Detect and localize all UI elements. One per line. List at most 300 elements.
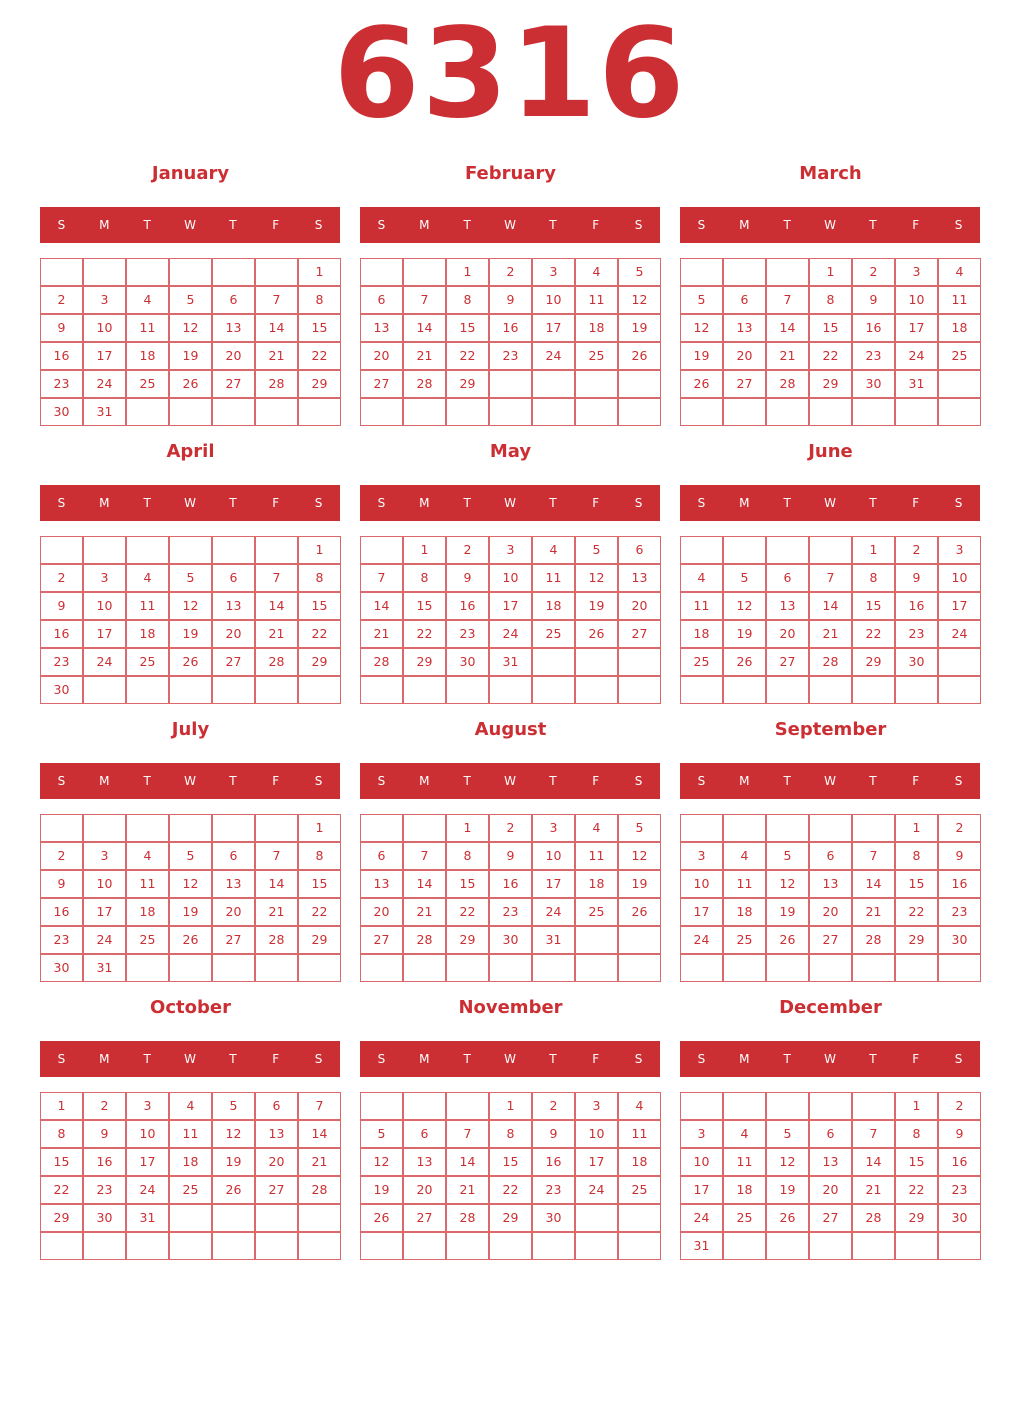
day-cell[interactable]: 11: [618, 1120, 661, 1148]
day-cell[interactable]: 15: [446, 314, 489, 342]
day-cell[interactable]: 8: [489, 1120, 532, 1148]
day-cell[interactable]: 31: [532, 926, 575, 954]
day-cell[interactable]: 13: [360, 314, 403, 342]
day-cell[interactable]: 28: [403, 926, 446, 954]
day-cell[interactable]: 6: [255, 1092, 298, 1120]
day-cell[interactable]: 27: [212, 370, 255, 398]
day-cell[interactable]: 26: [680, 370, 723, 398]
day-cell[interactable]: 16: [489, 870, 532, 898]
day-cell[interactable]: 9: [83, 1120, 126, 1148]
day-cell[interactable]: 5: [618, 814, 661, 842]
day-cell[interactable]: 13: [723, 314, 766, 342]
day-cell[interactable]: 23: [852, 342, 895, 370]
day-cell[interactable]: 29: [298, 648, 341, 676]
day-cell[interactable]: 3: [532, 814, 575, 842]
day-cell[interactable]: 5: [575, 536, 618, 564]
day-cell[interactable]: 2: [938, 1092, 981, 1120]
day-cell[interactable]: 12: [618, 842, 661, 870]
day-cell[interactable]: 21: [255, 620, 298, 648]
day-cell[interactable]: 6: [809, 842, 852, 870]
day-cell[interactable]: 19: [766, 898, 809, 926]
day-cell[interactable]: 29: [446, 370, 489, 398]
day-cell[interactable]: 13: [255, 1120, 298, 1148]
day-cell[interactable]: 2: [489, 258, 532, 286]
day-cell[interactable]: 9: [40, 314, 83, 342]
day-cell[interactable]: 12: [212, 1120, 255, 1148]
day-cell[interactable]: 29: [895, 1204, 938, 1232]
day-cell[interactable]: 10: [938, 564, 981, 592]
day-cell[interactable]: 30: [40, 398, 83, 426]
day-cell[interactable]: 14: [360, 592, 403, 620]
day-cell[interactable]: 9: [489, 286, 532, 314]
day-cell[interactable]: 22: [298, 898, 341, 926]
day-cell[interactable]: 25: [680, 648, 723, 676]
day-cell[interactable]: 31: [489, 648, 532, 676]
day-cell[interactable]: 12: [169, 314, 212, 342]
day-cell[interactable]: 9: [852, 286, 895, 314]
day-cell[interactable]: 10: [83, 592, 126, 620]
day-cell[interactable]: 25: [532, 620, 575, 648]
day-cell[interactable]: 31: [680, 1232, 723, 1260]
day-cell[interactable]: 27: [255, 1176, 298, 1204]
day-cell[interactable]: 16: [40, 620, 83, 648]
day-cell[interactable]: 29: [298, 370, 341, 398]
day-cell[interactable]: 16: [852, 314, 895, 342]
day-cell[interactable]: 24: [575, 1176, 618, 1204]
day-cell[interactable]: 25: [575, 342, 618, 370]
day-cell[interactable]: 26: [169, 648, 212, 676]
day-cell[interactable]: 16: [489, 314, 532, 342]
day-cell[interactable]: 14: [255, 592, 298, 620]
day-cell[interactable]: 2: [895, 536, 938, 564]
day-cell[interactable]: 17: [575, 1148, 618, 1176]
day-cell[interactable]: 7: [298, 1092, 341, 1120]
day-cell[interactable]: 3: [489, 536, 532, 564]
day-cell[interactable]: 17: [532, 314, 575, 342]
day-cell[interactable]: 28: [852, 1204, 895, 1232]
day-cell[interactable]: 17: [532, 870, 575, 898]
day-cell[interactable]: 15: [446, 870, 489, 898]
day-cell[interactable]: 4: [126, 286, 169, 314]
day-cell[interactable]: 23: [489, 342, 532, 370]
day-cell[interactable]: 10: [532, 842, 575, 870]
day-cell[interactable]: 20: [723, 342, 766, 370]
day-cell[interactable]: 25: [938, 342, 981, 370]
day-cell[interactable]: 7: [852, 1120, 895, 1148]
day-cell[interactable]: 18: [169, 1148, 212, 1176]
day-cell[interactable]: 29: [852, 648, 895, 676]
day-cell[interactable]: 13: [212, 592, 255, 620]
day-cell[interactable]: 12: [618, 286, 661, 314]
day-cell[interactable]: 21: [360, 620, 403, 648]
day-cell[interactable]: 13: [212, 870, 255, 898]
day-cell[interactable]: 8: [895, 1120, 938, 1148]
day-cell[interactable]: 15: [298, 314, 341, 342]
day-cell[interactable]: 10: [126, 1120, 169, 1148]
day-cell[interactable]: 22: [895, 898, 938, 926]
day-cell[interactable]: 22: [489, 1176, 532, 1204]
day-cell[interactable]: 9: [40, 870, 83, 898]
day-cell[interactable]: 16: [532, 1148, 575, 1176]
day-cell[interactable]: 28: [852, 926, 895, 954]
day-cell[interactable]: 1: [298, 258, 341, 286]
day-cell[interactable]: 3: [575, 1092, 618, 1120]
day-cell[interactable]: 28: [403, 370, 446, 398]
day-cell[interactable]: 2: [83, 1092, 126, 1120]
day-cell[interactable]: 12: [575, 564, 618, 592]
day-cell[interactable]: 11: [723, 1148, 766, 1176]
day-cell[interactable]: 4: [680, 564, 723, 592]
day-cell[interactable]: 15: [852, 592, 895, 620]
day-cell[interactable]: 9: [938, 842, 981, 870]
day-cell[interactable]: 11: [126, 592, 169, 620]
day-cell[interactable]: 20: [766, 620, 809, 648]
day-cell[interactable]: 17: [938, 592, 981, 620]
day-cell[interactable]: 30: [446, 648, 489, 676]
day-cell[interactable]: 15: [489, 1148, 532, 1176]
day-cell[interactable]: 12: [169, 592, 212, 620]
day-cell[interactable]: 18: [618, 1148, 661, 1176]
day-cell[interactable]: 24: [680, 1204, 723, 1232]
day-cell[interactable]: 30: [532, 1204, 575, 1232]
day-cell[interactable]: 5: [360, 1120, 403, 1148]
day-cell[interactable]: 12: [169, 870, 212, 898]
day-cell[interactable]: 9: [895, 564, 938, 592]
day-cell[interactable]: 31: [126, 1204, 169, 1232]
day-cell[interactable]: 3: [532, 258, 575, 286]
day-cell[interactable]: 11: [126, 870, 169, 898]
day-cell[interactable]: 2: [852, 258, 895, 286]
day-cell[interactable]: 23: [938, 898, 981, 926]
day-cell[interactable]: 14: [403, 314, 446, 342]
day-cell[interactable]: 30: [489, 926, 532, 954]
day-cell[interactable]: 26: [212, 1176, 255, 1204]
day-cell[interactable]: 6: [212, 564, 255, 592]
day-cell[interactable]: 6: [212, 286, 255, 314]
day-cell[interactable]: 24: [83, 926, 126, 954]
day-cell[interactable]: 24: [895, 342, 938, 370]
day-cell[interactable]: 7: [403, 842, 446, 870]
day-cell[interactable]: 28: [255, 370, 298, 398]
day-cell[interactable]: 16: [40, 342, 83, 370]
day-cell[interactable]: 8: [298, 842, 341, 870]
day-cell[interactable]: 9: [489, 842, 532, 870]
day-cell[interactable]: 15: [403, 592, 446, 620]
day-cell[interactable]: 26: [766, 1204, 809, 1232]
day-cell[interactable]: 1: [40, 1092, 83, 1120]
day-cell[interactable]: 19: [360, 1176, 403, 1204]
day-cell[interactable]: 10: [895, 286, 938, 314]
day-cell[interactable]: 19: [575, 592, 618, 620]
day-cell[interactable]: 24: [126, 1176, 169, 1204]
day-cell[interactable]: 6: [403, 1120, 446, 1148]
day-cell[interactable]: 19: [723, 620, 766, 648]
day-cell[interactable]: 10: [83, 314, 126, 342]
day-cell[interactable]: 17: [895, 314, 938, 342]
day-cell[interactable]: 20: [403, 1176, 446, 1204]
day-cell[interactable]: 29: [298, 926, 341, 954]
day-cell[interactable]: 4: [618, 1092, 661, 1120]
day-cell[interactable]: 19: [618, 314, 661, 342]
day-cell[interactable]: 13: [766, 592, 809, 620]
day-cell[interactable]: 10: [532, 286, 575, 314]
day-cell[interactable]: 23: [40, 648, 83, 676]
day-cell[interactable]: 22: [446, 898, 489, 926]
day-cell[interactable]: 9: [446, 564, 489, 592]
day-cell[interactable]: 24: [938, 620, 981, 648]
day-cell[interactable]: 21: [852, 898, 895, 926]
day-cell[interactable]: 1: [298, 814, 341, 842]
day-cell[interactable]: 6: [809, 1120, 852, 1148]
day-cell[interactable]: 6: [766, 564, 809, 592]
day-cell[interactable]: 1: [446, 814, 489, 842]
day-cell[interactable]: 2: [40, 564, 83, 592]
day-cell[interactable]: 23: [938, 1176, 981, 1204]
day-cell[interactable]: 13: [360, 870, 403, 898]
day-cell[interactable]: 25: [126, 648, 169, 676]
day-cell[interactable]: 30: [938, 1204, 981, 1232]
day-cell[interactable]: 16: [446, 592, 489, 620]
day-cell[interactable]: 19: [169, 898, 212, 926]
day-cell[interactable]: 10: [489, 564, 532, 592]
day-cell[interactable]: 3: [126, 1092, 169, 1120]
day-cell[interactable]: 11: [169, 1120, 212, 1148]
day-cell[interactable]: 22: [403, 620, 446, 648]
day-cell[interactable]: 14: [852, 1148, 895, 1176]
day-cell[interactable]: 7: [446, 1120, 489, 1148]
day-cell[interactable]: 11: [575, 842, 618, 870]
day-cell[interactable]: 27: [212, 926, 255, 954]
day-cell[interactable]: 20: [360, 898, 403, 926]
day-cell[interactable]: 25: [723, 926, 766, 954]
day-cell[interactable]: 8: [298, 286, 341, 314]
day-cell[interactable]: 30: [40, 954, 83, 982]
day-cell[interactable]: 4: [938, 258, 981, 286]
day-cell[interactable]: 3: [895, 258, 938, 286]
day-cell[interactable]: 22: [40, 1176, 83, 1204]
day-cell[interactable]: 12: [360, 1148, 403, 1176]
day-cell[interactable]: 7: [766, 286, 809, 314]
day-cell[interactable]: 1: [446, 258, 489, 286]
day-cell[interactable]: 20: [255, 1148, 298, 1176]
day-cell[interactable]: 23: [446, 620, 489, 648]
day-cell[interactable]: 22: [852, 620, 895, 648]
day-cell[interactable]: 28: [766, 370, 809, 398]
day-cell[interactable]: 14: [809, 592, 852, 620]
day-cell[interactable]: 11: [938, 286, 981, 314]
day-cell[interactable]: 16: [83, 1148, 126, 1176]
day-cell[interactable]: 29: [446, 926, 489, 954]
day-cell[interactable]: 25: [126, 370, 169, 398]
day-cell[interactable]: 14: [446, 1148, 489, 1176]
day-cell[interactable]: 4: [126, 842, 169, 870]
day-cell[interactable]: 13: [212, 314, 255, 342]
day-cell[interactable]: 28: [446, 1204, 489, 1232]
day-cell[interactable]: 5: [169, 286, 212, 314]
day-cell[interactable]: 14: [766, 314, 809, 342]
day-cell[interactable]: 23: [83, 1176, 126, 1204]
day-cell[interactable]: 15: [40, 1148, 83, 1176]
day-cell[interactable]: 25: [126, 926, 169, 954]
day-cell[interactable]: 8: [40, 1120, 83, 1148]
day-cell[interactable]: 30: [83, 1204, 126, 1232]
day-cell[interactable]: 10: [680, 1148, 723, 1176]
day-cell[interactable]: 29: [403, 648, 446, 676]
day-cell[interactable]: 26: [169, 926, 212, 954]
day-cell[interactable]: 17: [126, 1148, 169, 1176]
day-cell[interactable]: 9: [532, 1120, 575, 1148]
day-cell[interactable]: 28: [298, 1176, 341, 1204]
day-cell[interactable]: 17: [680, 898, 723, 926]
day-cell[interactable]: 5: [680, 286, 723, 314]
day-cell[interactable]: 5: [169, 842, 212, 870]
day-cell[interactable]: 29: [40, 1204, 83, 1232]
day-cell[interactable]: 2: [40, 842, 83, 870]
day-cell[interactable]: 20: [360, 342, 403, 370]
day-cell[interactable]: 6: [212, 842, 255, 870]
day-cell[interactable]: 29: [895, 926, 938, 954]
day-cell[interactable]: 3: [83, 842, 126, 870]
day-cell[interactable]: 31: [83, 398, 126, 426]
day-cell[interactable]: 20: [809, 1176, 852, 1204]
day-cell[interactable]: 12: [680, 314, 723, 342]
day-cell[interactable]: 13: [618, 564, 661, 592]
day-cell[interactable]: 17: [83, 898, 126, 926]
day-cell[interactable]: 5: [212, 1092, 255, 1120]
day-cell[interactable]: 4: [575, 258, 618, 286]
day-cell[interactable]: 19: [680, 342, 723, 370]
day-cell[interactable]: 30: [938, 926, 981, 954]
day-cell[interactable]: 8: [403, 564, 446, 592]
day-cell[interactable]: 20: [212, 342, 255, 370]
day-cell[interactable]: 14: [403, 870, 446, 898]
day-cell[interactable]: 21: [298, 1148, 341, 1176]
day-cell[interactable]: 10: [83, 870, 126, 898]
day-cell[interactable]: 3: [83, 286, 126, 314]
day-cell[interactable]: 8: [895, 842, 938, 870]
day-cell[interactable]: 5: [766, 1120, 809, 1148]
day-cell[interactable]: 20: [212, 898, 255, 926]
day-cell[interactable]: 12: [766, 870, 809, 898]
day-cell[interactable]: 8: [298, 564, 341, 592]
day-cell[interactable]: 16: [938, 870, 981, 898]
day-cell[interactable]: 15: [809, 314, 852, 342]
day-cell[interactable]: 8: [809, 286, 852, 314]
day-cell[interactable]: 16: [895, 592, 938, 620]
day-cell[interactable]: 11: [532, 564, 575, 592]
day-cell[interactable]: 2: [489, 814, 532, 842]
day-cell[interactable]: 25: [575, 898, 618, 926]
day-cell[interactable]: 22: [298, 342, 341, 370]
day-cell[interactable]: 4: [532, 536, 575, 564]
day-cell[interactable]: 11: [723, 870, 766, 898]
day-cell[interactable]: 2: [532, 1092, 575, 1120]
day-cell[interactable]: 28: [809, 648, 852, 676]
day-cell[interactable]: 18: [723, 898, 766, 926]
day-cell[interactable]: 3: [680, 1120, 723, 1148]
day-cell[interactable]: 14: [255, 870, 298, 898]
day-cell[interactable]: 18: [126, 620, 169, 648]
day-cell[interactable]: 23: [489, 898, 532, 926]
day-cell[interactable]: 22: [446, 342, 489, 370]
day-cell[interactable]: 27: [809, 1204, 852, 1232]
day-cell[interactable]: 16: [938, 1148, 981, 1176]
day-cell[interactable]: 27: [360, 926, 403, 954]
day-cell[interactable]: 14: [852, 870, 895, 898]
day-cell[interactable]: 1: [298, 536, 341, 564]
day-cell[interactable]: 18: [126, 898, 169, 926]
day-cell[interactable]: 1: [403, 536, 446, 564]
day-cell[interactable]: 10: [575, 1120, 618, 1148]
day-cell[interactable]: 28: [360, 648, 403, 676]
day-cell[interactable]: 6: [360, 842, 403, 870]
day-cell[interactable]: 4: [169, 1092, 212, 1120]
day-cell[interactable]: 4: [723, 1120, 766, 1148]
day-cell[interactable]: 21: [766, 342, 809, 370]
day-cell[interactable]: 1: [489, 1092, 532, 1120]
day-cell[interactable]: 17: [680, 1176, 723, 1204]
day-cell[interactable]: 11: [680, 592, 723, 620]
day-cell[interactable]: 26: [618, 898, 661, 926]
day-cell[interactable]: 7: [403, 286, 446, 314]
day-cell[interactable]: 15: [298, 870, 341, 898]
day-cell[interactable]: 6: [618, 536, 661, 564]
day-cell[interactable]: 20: [212, 620, 255, 648]
day-cell[interactable]: 27: [766, 648, 809, 676]
day-cell[interactable]: 13: [809, 870, 852, 898]
day-cell[interactable]: 22: [809, 342, 852, 370]
day-cell[interactable]: 2: [40, 286, 83, 314]
day-cell[interactable]: 4: [575, 814, 618, 842]
day-cell[interactable]: 24: [532, 898, 575, 926]
day-cell[interactable]: 3: [83, 564, 126, 592]
day-cell[interactable]: 23: [532, 1176, 575, 1204]
day-cell[interactable]: 1: [895, 1092, 938, 1120]
day-cell[interactable]: 23: [895, 620, 938, 648]
day-cell[interactable]: 1: [809, 258, 852, 286]
day-cell[interactable]: 7: [809, 564, 852, 592]
day-cell[interactable]: 7: [255, 286, 298, 314]
day-cell[interactable]: 15: [895, 1148, 938, 1176]
day-cell[interactable]: 5: [618, 258, 661, 286]
day-cell[interactable]: 3: [680, 842, 723, 870]
day-cell[interactable]: 11: [126, 314, 169, 342]
day-cell[interactable]: 18: [723, 1176, 766, 1204]
day-cell[interactable]: 2: [938, 814, 981, 842]
day-cell[interactable]: 27: [360, 370, 403, 398]
day-cell[interactable]: 15: [298, 592, 341, 620]
day-cell[interactable]: 7: [255, 842, 298, 870]
day-cell[interactable]: 6: [723, 286, 766, 314]
day-cell[interactable]: 18: [532, 592, 575, 620]
day-cell[interactable]: 8: [446, 842, 489, 870]
day-cell[interactable]: 19: [618, 870, 661, 898]
day-cell[interactable]: 5: [766, 842, 809, 870]
day-cell[interactable]: 27: [403, 1204, 446, 1232]
day-cell[interactable]: 26: [618, 342, 661, 370]
day-cell[interactable]: 21: [255, 342, 298, 370]
day-cell[interactable]: 8: [852, 564, 895, 592]
day-cell[interactable]: 18: [575, 870, 618, 898]
day-cell[interactable]: 27: [809, 926, 852, 954]
day-cell[interactable]: 13: [809, 1148, 852, 1176]
day-cell[interactable]: 22: [895, 1176, 938, 1204]
day-cell[interactable]: 24: [532, 342, 575, 370]
day-cell[interactable]: 22: [298, 620, 341, 648]
day-cell[interactable]: 31: [895, 370, 938, 398]
day-cell[interactable]: 3: [938, 536, 981, 564]
day-cell[interactable]: 20: [618, 592, 661, 620]
